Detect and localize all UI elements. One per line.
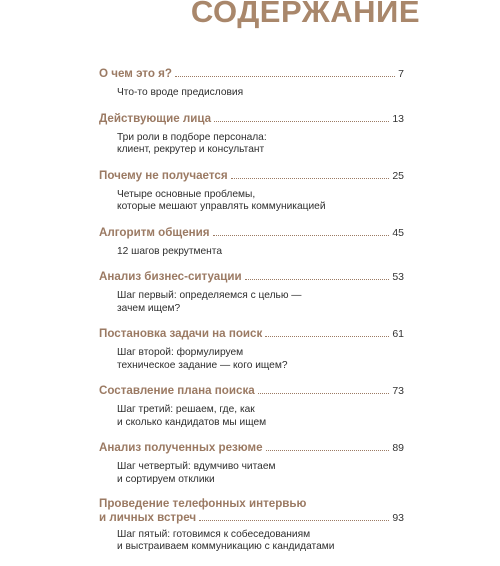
toc-entry-title[interactable]: Почему не получается xyxy=(99,168,228,182)
toc-entry-preface[interactable] xyxy=(99,67,404,100)
toc-entry-title-line: Проведение телефонных интервью xyxy=(99,497,307,510)
toc-entry-head xyxy=(99,327,404,341)
toc-entry-head xyxy=(99,511,404,525)
dot-leader xyxy=(213,234,390,236)
toc-entry-title-line[interactable]: и личных встреч xyxy=(99,510,197,524)
dot-leader xyxy=(231,177,390,179)
toc-entry-search-plan[interactable] xyxy=(99,384,404,429)
toc-entry-subtitle-line: зачем ищем? xyxy=(117,302,181,314)
toc-entry-subtitle-line: и выстраиваем коммуникацию с кандидатами xyxy=(117,541,335,552)
toc-entry-subtitle-line: и сортируем отклики xyxy=(117,473,215,485)
toc-entry-subtitle-line: клиент, рекрутер и консультант xyxy=(117,144,265,155)
toc-entry-head xyxy=(99,226,404,240)
toc-entry-head xyxy=(99,441,404,455)
toc-entry-head xyxy=(99,112,404,126)
toc-entry-subtitle xyxy=(117,461,404,486)
toc-entry-subtitle xyxy=(117,246,404,259)
toc-entry-task-setting[interactable] xyxy=(99,327,404,372)
toc-entry-actors[interactable] xyxy=(99,112,404,157)
dot-leader xyxy=(199,519,389,521)
toc-entry-subtitle-line: Четыре основные проблемы, xyxy=(117,188,256,200)
toc-entry-subtitle xyxy=(117,290,404,315)
toc-entry-page: 93 xyxy=(392,511,404,524)
dot-leader xyxy=(214,120,389,122)
toc-entry-subtitle-line: Шаг второй: формулируем xyxy=(117,347,244,358)
toc-entry-page: 25 xyxy=(392,169,404,182)
toc-entry-subtitle xyxy=(117,529,404,554)
toc-entry-page: 7 xyxy=(398,68,404,80)
toc-entry-page: 89 xyxy=(392,442,404,454)
toc-entry-title[interactable]: Составление плана поиска xyxy=(99,384,255,397)
dot-leader xyxy=(258,392,390,394)
toc-entry-subtitle-line: которые мешают управлять коммуникацией xyxy=(117,201,326,212)
toc-entry-resume-analysis[interactable] xyxy=(99,441,404,486)
toc-entry-subtitle xyxy=(117,87,404,100)
toc-entry-title[interactable]: Анализ бизнес-ситуации xyxy=(99,270,242,283)
toc-entry-subtitle xyxy=(117,132,404,157)
toc-list xyxy=(99,67,404,566)
toc-entry-subtitle xyxy=(117,189,404,214)
toc-entry-page: 61 xyxy=(392,328,404,340)
toc-entry-subtitle xyxy=(117,347,404,372)
toc-entry-title[interactable]: Анализ полученных резюме xyxy=(99,441,263,454)
toc-entry-subtitle-line: Шаг четвертый: вдумчиво читаем xyxy=(117,461,276,472)
toc-entry-subtitle-line: техническое задание — кого ищем? xyxy=(117,359,288,371)
toc-entry-algorithm[interactable] xyxy=(99,226,404,259)
toc-entry-subtitle-line: и сколько кандидатов мы ищем xyxy=(117,416,267,428)
toc-entry-subtitle-line: Шаг первый: определяемся с целью — xyxy=(117,290,302,301)
toc-entry-business-analysis[interactable] xyxy=(99,270,404,315)
toc-entry-subtitle-line: Три роли в подборе персонала: xyxy=(117,131,267,143)
dot-leader xyxy=(265,335,389,337)
dot-leader xyxy=(245,278,390,280)
toc-entry-interviews[interactable] xyxy=(99,498,404,554)
toc-entry-head xyxy=(99,67,404,81)
toc-entry-page: 45 xyxy=(392,226,404,239)
toc-entry-subtitle-line: 12 шагов рекрутмента xyxy=(117,245,223,257)
toc-entry-head xyxy=(99,169,404,183)
toc-entry-page: 53 xyxy=(392,271,404,283)
toc-entry-page: 13 xyxy=(392,112,404,125)
toc-entry-title[interactable]: Постановка задачи на поиск xyxy=(99,327,263,340)
toc-entry-subtitle xyxy=(117,404,404,429)
toc-entry-problems[interactable] xyxy=(99,169,404,214)
toc-entry-subtitle-line: Шаг третий: решаем, где, как xyxy=(117,404,255,415)
toc-entry-title[interactable]: Действующие лица xyxy=(99,111,212,125)
toc-entry-title[interactable]: О чем это я? xyxy=(99,67,172,80)
toc-entry-subtitle-line: Что-то вроде предисловия xyxy=(117,87,244,98)
toc-entry-head xyxy=(99,270,404,284)
dot-leader xyxy=(266,449,390,451)
toc-entry-title[interactable]: Алгоритм общения xyxy=(99,225,210,239)
toc-entry-subtitle-line: Шаг пятый: готовимся к собеседованиям xyxy=(117,528,311,540)
toc-entry-page: 73 xyxy=(392,385,404,397)
dot-leader xyxy=(175,75,395,77)
toc-entry-head xyxy=(99,384,404,398)
page-title: СОДЕРЖАНИЕ xyxy=(190,0,420,29)
